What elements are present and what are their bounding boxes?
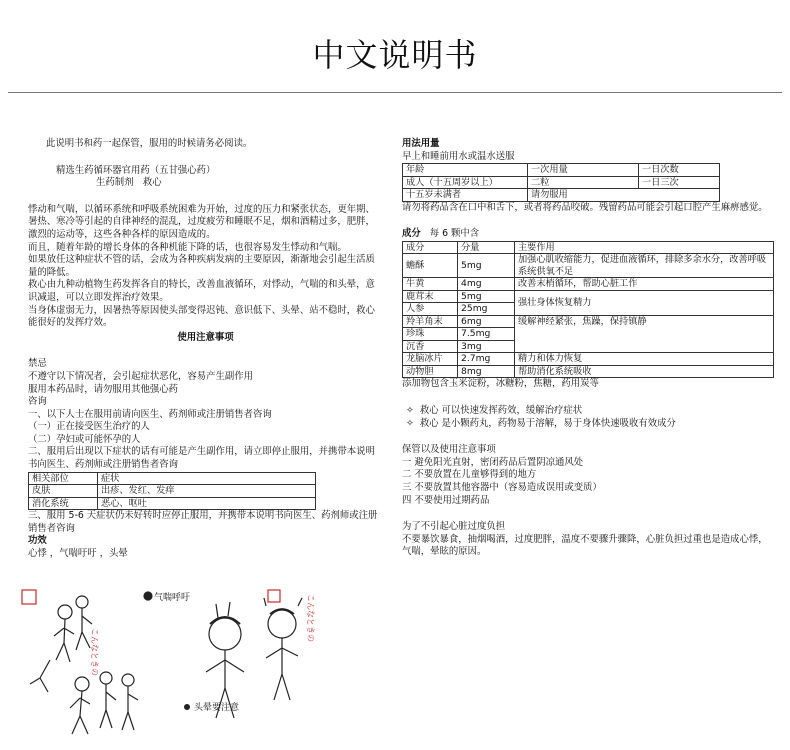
table-cell: 一日次数 bbox=[639, 164, 720, 177]
storage-line: 三 不要放置其他容器中（容易造成误用或变质） bbox=[402, 481, 602, 493]
storage-heading: 保管以及使用注意事项 bbox=[402, 444, 496, 456]
table-cell: 鹿茸末 bbox=[403, 290, 458, 303]
table-cell: 羚羊角末 bbox=[403, 315, 458, 328]
table-cell: 成分 bbox=[403, 241, 458, 254]
table-cell: 相关部位 bbox=[29, 472, 98, 485]
table-cell: 5mg bbox=[458, 290, 515, 303]
bullet-dot-icon bbox=[184, 704, 190, 710]
precaution-line: （二）孕妇或可能怀孕的人 bbox=[28, 433, 141, 445]
ingredients-heading: 成分 bbox=[402, 228, 421, 240]
body-paragraph: 救心由九种动植物生药发挥各自的特长，改善血液循环，对悸动，气喘的和头晕，意识减退，可以立即发挥治疗效果。 bbox=[28, 279, 375, 303]
product-line-1: 精选生药循环器官用药（五甘强心药） bbox=[56, 164, 216, 176]
bullet-text: 救心 可以快速发挥药效，缓解治疗症状 bbox=[419, 404, 583, 416]
table-cell: 症状 bbox=[98, 472, 316, 485]
table-cell: 牛黄 bbox=[403, 278, 458, 291]
precaution-line: 不遵守以下情况者，会引起症状恶化，容易产生副作用 bbox=[28, 370, 254, 382]
table-cell: 帮助消化系统吸收 bbox=[515, 365, 774, 378]
table-cell: 精力和体力恢复 bbox=[515, 353, 774, 366]
ingredients-header bbox=[402, 228, 774, 241]
illustration-area bbox=[20, 588, 320, 738]
table-cell: 改善末梢循环，帮助心脏工作 bbox=[515, 278, 774, 291]
left-column bbox=[28, 138, 383, 561]
precautions-heading: 使用注意事项 bbox=[177, 331, 234, 343]
vertical-note-right: こんなときの bbox=[306, 594, 315, 642]
bullet-item bbox=[402, 405, 774, 418]
precaution-line: 禁忌 bbox=[28, 358, 47, 370]
vertical-note: こんなときの bbox=[90, 628, 99, 676]
walking-people-icon bbox=[22, 590, 138, 734]
table-cell: 蟾酥 bbox=[403, 254, 458, 278]
efficacy-heading: 功效 bbox=[28, 535, 47, 547]
table-row bbox=[29, 472, 316, 485]
precaution-line: 服用本药品时，请勿服用其他强心药 bbox=[28, 383, 179, 395]
body-paragraph: 悸动和气喘，以循环系统和呼吸系统困难为开始，过度的压力和紧张状态，更年期、暑热、寒冷等引起的自律神经的混乱，过度疲劳和睡眠不足，烟和酒精过多，肥胖，激烈的运动等，这些各种各样的原因造成的。 bbox=[28, 203, 375, 240]
after-table-text: 三、服用 5-6 天症状仍未好转时应停止服用，并携带本说明书向医生、药剂师或注册销售者咨询 bbox=[28, 510, 378, 534]
diamond-bullet-icon: ✧ bbox=[406, 404, 414, 416]
page-title: 中文说明书 bbox=[312, 36, 478, 74]
table-cell: 出疹、发红、发痒 bbox=[98, 485, 316, 498]
storage-line: 二 不要放置在儿童够得到的地方 bbox=[402, 469, 537, 481]
table-cell: 2.7mg bbox=[458, 353, 515, 366]
table-cell: 主要作用 bbox=[515, 241, 774, 254]
table-row bbox=[403, 189, 720, 202]
table-cell: 成人（十五周岁以上） bbox=[403, 176, 528, 189]
table-row bbox=[29, 485, 316, 498]
table-cell: 二粒 bbox=[528, 176, 639, 189]
precaution-line: 二、服用后出现以下症状的话有可能是产生副作用，请立即停止服用，并携带本说明书向医生、药剂师或注册销售者咨询 bbox=[28, 446, 375, 471]
table-cell: 皮肤 bbox=[29, 485, 98, 498]
table-cell: 珍珠 bbox=[403, 328, 458, 341]
table-cell: 人参 bbox=[403, 303, 458, 316]
storage-line: 四 不要使用过期药品 bbox=[402, 494, 490, 506]
table-cell: 3mg bbox=[458, 340, 515, 353]
ingredients-table bbox=[402, 241, 774, 379]
table-row bbox=[403, 241, 774, 254]
table-cell: 4mg bbox=[458, 278, 515, 291]
table-row bbox=[403, 365, 774, 378]
heart-text: 不要暴饮暴食，抽烟喝酒，过度肥胖，温度不要骤升骤降，心脏负担过重也是造成心悸，气喘，晕眩的原因。 bbox=[402, 533, 768, 558]
table-cell: 恶心、呕吐 bbox=[98, 497, 316, 510]
diamond-bullet-icon: ✧ bbox=[406, 417, 414, 429]
table-row bbox=[403, 254, 774, 278]
precautions-list bbox=[28, 358, 383, 471]
table-row bbox=[403, 278, 774, 291]
table-cell: 加强心肌收缩能力，促进血液循环，排除多余水分，改善呼吸系统供氧不足 bbox=[515, 254, 774, 278]
table-cell: 请勿服用 bbox=[528, 189, 720, 202]
side-effect-table bbox=[28, 472, 316, 511]
table-row bbox=[403, 176, 720, 189]
table-cell: 十五岁未满者 bbox=[403, 189, 528, 202]
breathless-person-icon bbox=[144, 592, 244, 718]
table-row bbox=[403, 290, 774, 303]
table-row bbox=[403, 353, 774, 366]
table-cell: 一次用量 bbox=[528, 164, 639, 177]
table-cell: 8mg bbox=[458, 365, 515, 378]
dizzy-label: 头晕要注意 bbox=[194, 703, 240, 713]
body-paragraph: 而且，随着年龄的增长身体的各种机能下降的话，也很容易发生悸动和气喘。 bbox=[28, 241, 347, 253]
usage-text: 早上和睡前用水或温水送服 bbox=[402, 150, 515, 162]
intro-text: 此说明书和药一起保管，服用的时候请务必阅读。 bbox=[46, 138, 253, 149]
bullet-text: 救心 是小颗药丸，药物易于溶解，易于身体快速吸收有效成分 bbox=[419, 417, 676, 429]
usage-note: 请勿将药品含在口中和舌下，或者将药品咬破。残留药品可能会引起口腔产生麻痹感觉。 bbox=[402, 201, 768, 213]
precaution-line: （一）正在接受医生治疗的人 bbox=[28, 421, 150, 433]
table-row bbox=[403, 164, 720, 177]
breath-label: 气喘呼吁 bbox=[154, 593, 191, 603]
additive-note: 添加物包含玉米淀粉，冰糖粉，焦糖，药用炭等 bbox=[402, 378, 599, 390]
heart-heading: 为了不引起心脏过度负担 bbox=[402, 521, 506, 533]
table-cell: 消化系统 bbox=[29, 497, 98, 510]
bullet-item bbox=[402, 418, 774, 431]
efficacy-text: 心悸 ，气喘吁吁 ，头晕 bbox=[28, 547, 128, 559]
table-cell: 一日三次 bbox=[639, 176, 720, 189]
table-cell: 强壮身体恢复精力 bbox=[515, 290, 774, 315]
table-cell: 5mg bbox=[458, 254, 515, 278]
table-cell: 年龄 bbox=[403, 164, 528, 177]
body-paragraphs bbox=[28, 204, 383, 330]
dizzy-person-icon bbox=[264, 590, 302, 700]
table-cell: 沉香 bbox=[403, 340, 458, 353]
table-cell: 7.5mg bbox=[458, 328, 515, 341]
usage-heading: 用法用量 bbox=[402, 138, 440, 149]
body-paragraph: 如果放任这种症状不管的话，会成为各种疾病发病的主要原因，渐渐地会引起生活质量的降低。 bbox=[28, 254, 375, 278]
dosage-table bbox=[402, 163, 720, 202]
people-illustration bbox=[20, 588, 320, 738]
product-line-2: 生药制剂 救心 bbox=[96, 177, 162, 189]
storage-line: 一 避免阳光直射，密闭药品后置阴凉通风处 bbox=[402, 456, 584, 468]
ingredients-sub: 每 6 颗中含 bbox=[429, 228, 480, 240]
table-cell: 缓解神经紧张，焦躁，保持镇静 bbox=[515, 315, 774, 353]
table-row bbox=[29, 497, 316, 510]
table-row bbox=[403, 315, 774, 328]
body-paragraph: 当身体虚弱无力，因暑热等原因使头部变得迟钝、意识低下、头晕、站不稳时，救心能很好的发挥疗效。 bbox=[28, 304, 375, 329]
table-cell: 动物胆 bbox=[403, 365, 458, 378]
table-cell: 龙脑冰片 bbox=[403, 353, 458, 366]
right-column bbox=[402, 138, 774, 559]
table-cell: 分量 bbox=[458, 241, 515, 254]
title-divider bbox=[8, 92, 782, 93]
table-cell: 6mg bbox=[458, 315, 515, 328]
table-cell: 25mg bbox=[458, 303, 515, 316]
precaution-line: 一、以下人士在服用前请向医生、药剂师或注册销售者咨询 bbox=[28, 408, 272, 420]
precaution-line: 咨询 bbox=[28, 396, 47, 408]
